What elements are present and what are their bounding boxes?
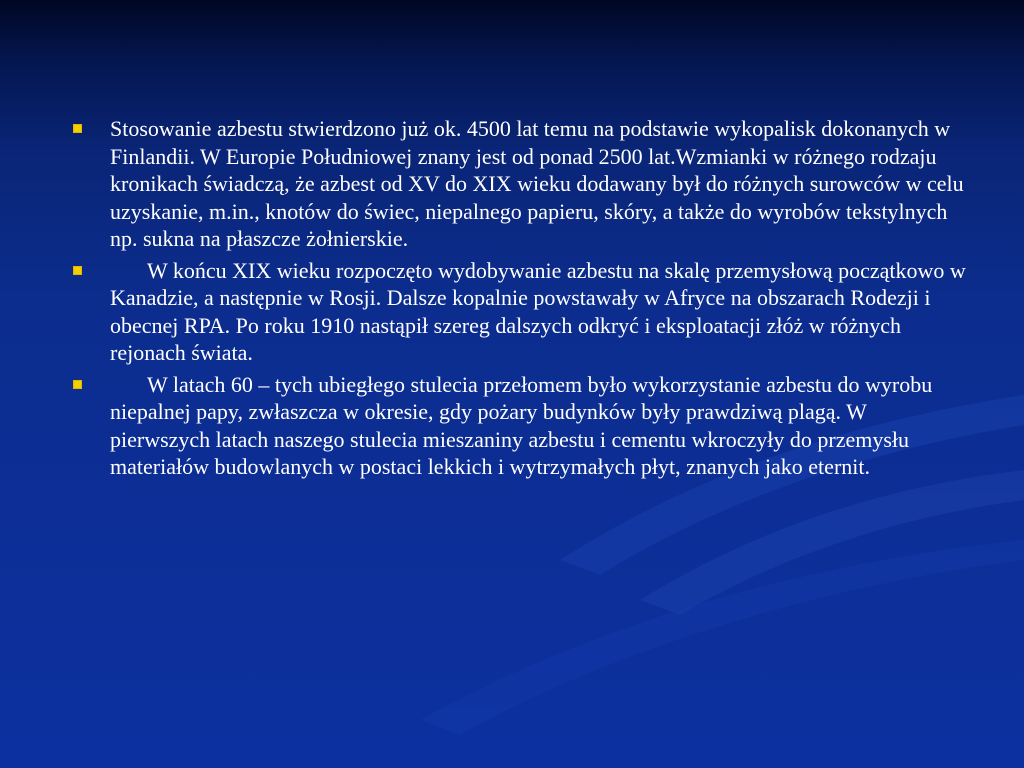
bullet-text: W latach 60 – tych ubiegłego stulecia przełomem było wykorzystanie azbestu do wyrobu niepalnej papy, zwłaszcza w okresie, gdy pożary budynków były prawdziwą plagą. W pierwszych latach naszego stulecia mieszaniny azbestu i cementu wkroczyły do przemysłu materiałów budowlanych w postaci lekkich i wytrzymałych płyt, znanych jako eternit. [110, 371, 933, 479]
bullet-item [72, 257, 972, 367]
square-bullet-icon [73, 380, 82, 389]
slide-content [72, 115, 972, 485]
bullet-item [72, 115, 972, 253]
square-bullet-icon [73, 266, 82, 275]
bullet-text: W końcu XIX wieku rozpoczęto wydobywanie azbestu na skalę przemysłową początkowo w Kanadzie, a następnie w Rosji. Dalsze kopalnie powstawały w Afryce na obszarach Rodezji i obecnej RPA. Po roku 1910 nastąpił szereg dalszych odkryć i eksploatacji złóż w różnych rejonach świata. [110, 257, 966, 365]
bullet-list [72, 115, 972, 481]
bullet-item [72, 371, 972, 481]
bullet-text: Stosowanie azbestu stwierdzono już ok. 4500 lat temu na podstawie wykopalisk dokonanych w Finlandii. W Europie Południowej znany jest od ponad 2500 lat.Wzmianki w różnego rodzaju kronikach świadczą, że azbest od XV do XIX wieku dodawany był do różnych surowców w celu uzyskanie, m.in., knotów do świec, niepalnego papieru, skóry, a także do wyrobów tekstylnych np. sukna na płaszcze żołnierskie. [110, 116, 964, 251]
square-bullet-icon [73, 124, 82, 133]
